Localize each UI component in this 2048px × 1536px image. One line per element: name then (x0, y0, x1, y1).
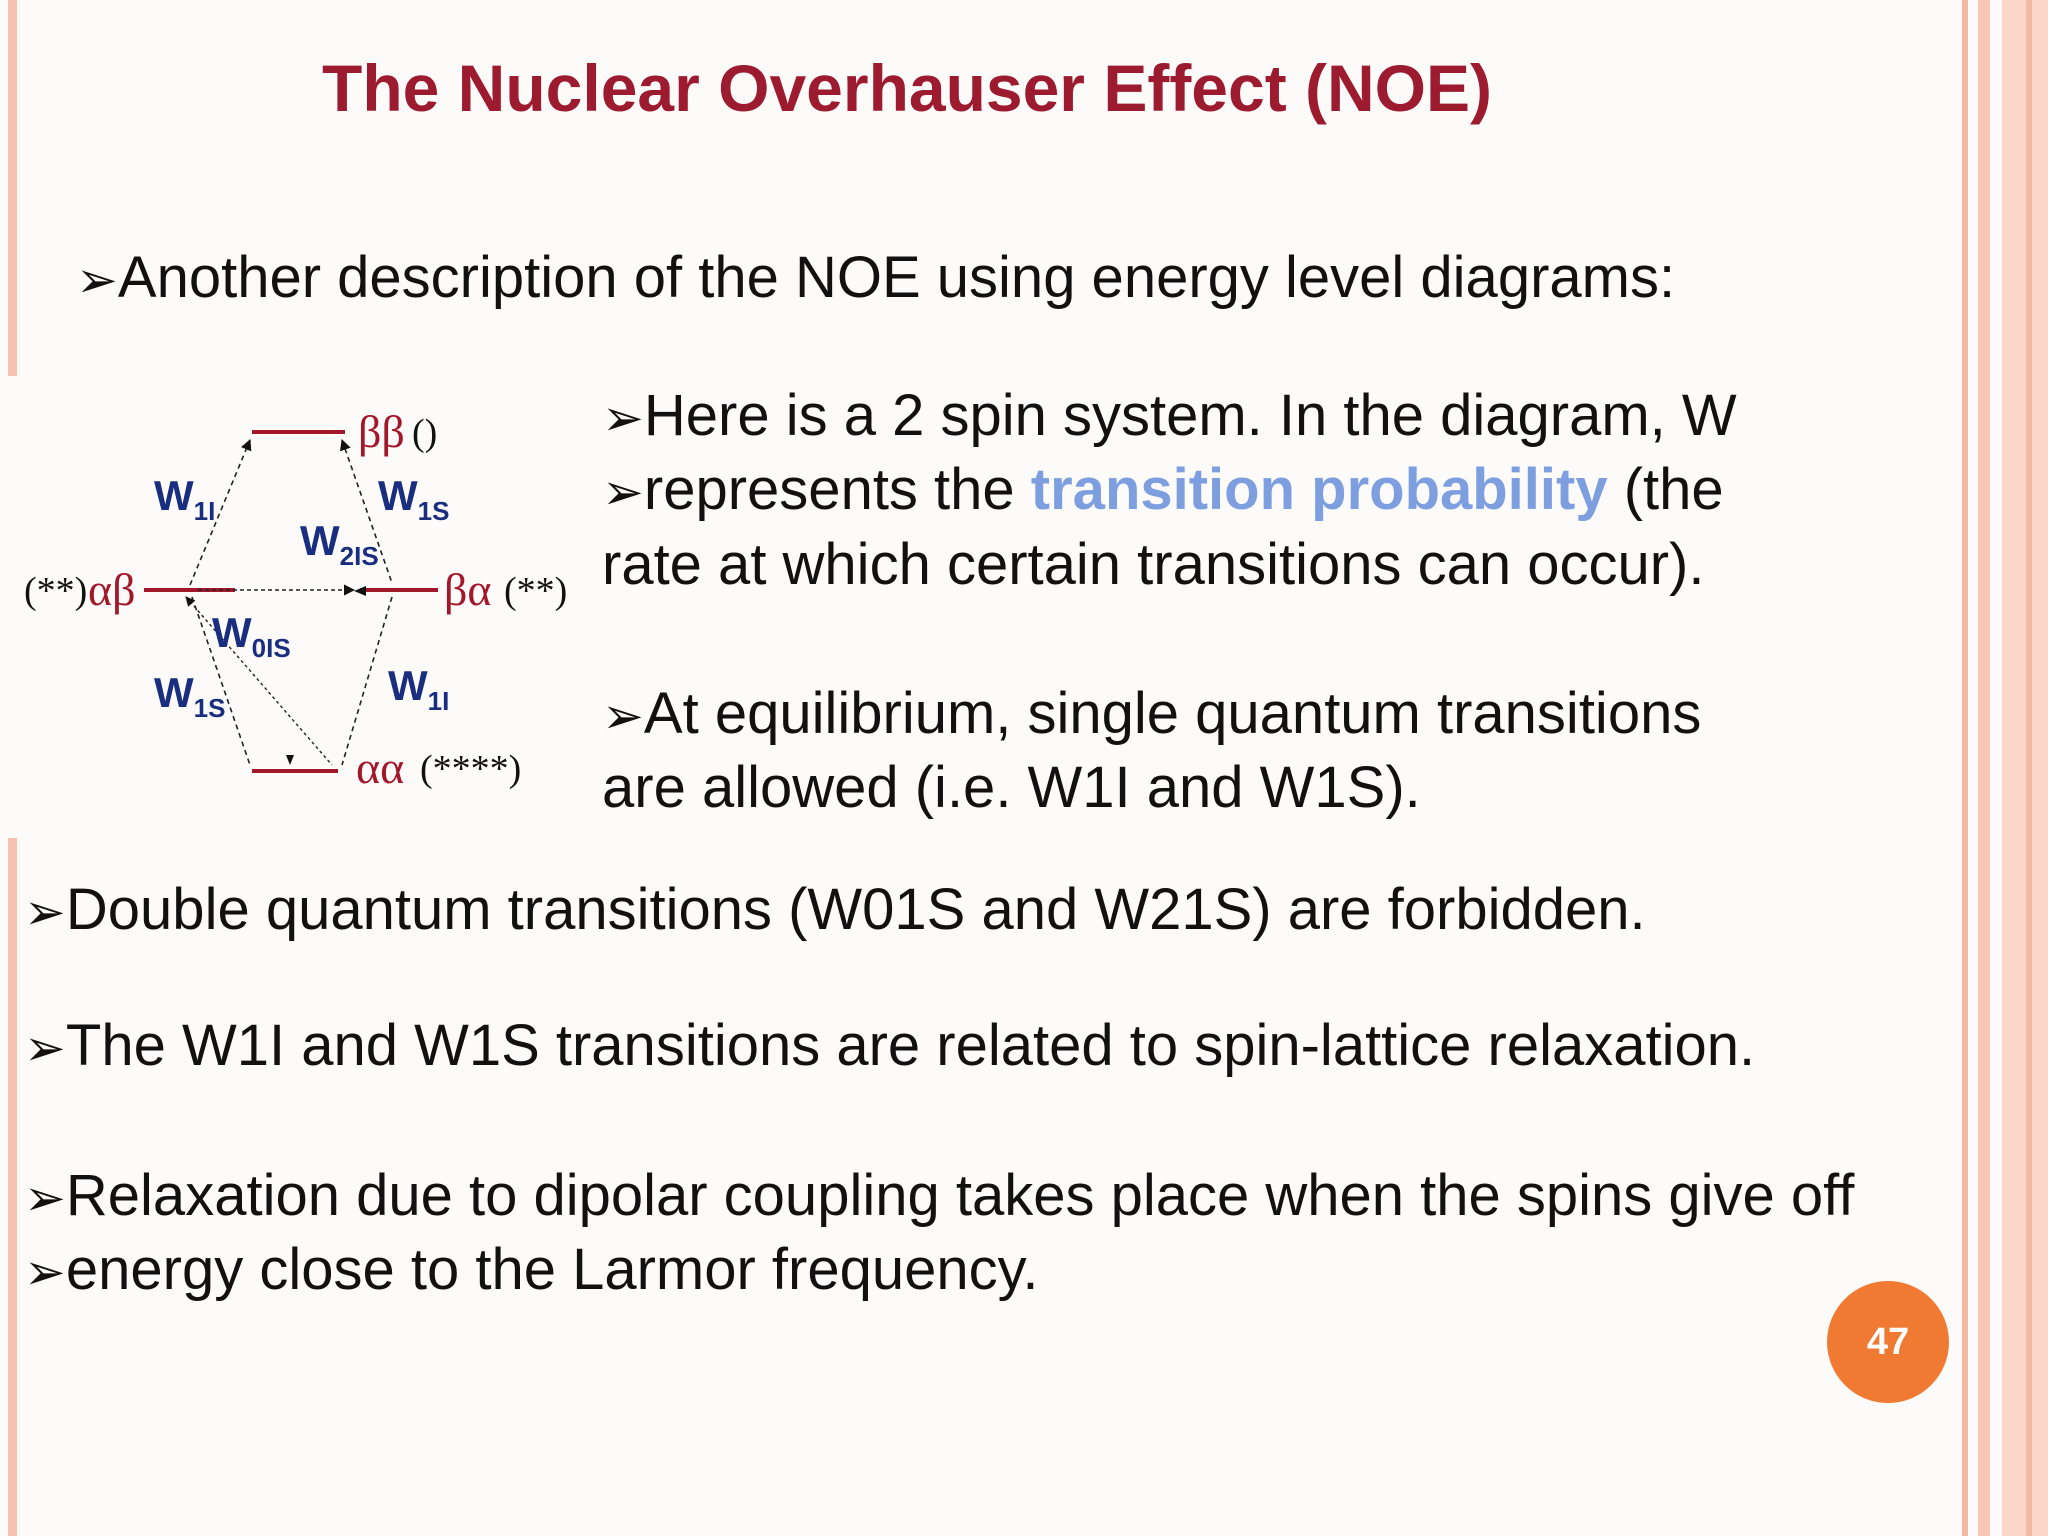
bullet-intro (76, 240, 1675, 318)
level-label-aa: αα (356, 742, 405, 793)
w-label-w1i-bottom: $W_{1I}$ (388, 662, 450, 716)
energy-level-diagram (20, 385, 580, 805)
bullet-p1-line1 (602, 378, 1737, 456)
bullet-p1-line2 (602, 452, 1724, 530)
bullet-p2-line2 (602, 750, 1421, 826)
slide-title: The Nuclear Overhauser Effect (NOE) (322, 51, 1493, 125)
bullet-text: Relaxation due to dipolar coupling takes place when the spins give off (65, 1163, 1855, 1228)
decor-stripe (1978, 0, 1990, 1536)
bullet-arrow-icon: ➢ (24, 883, 66, 941)
bullet-text: represents the (643, 457, 1031, 522)
bullet-text: are allowed (i.e. W1I and W1S). (602, 755, 1421, 820)
arrow-head-icon (354, 586, 366, 596)
bullet-text: (the (1607, 457, 1724, 522)
bullet-relaxation-line1 (24, 1158, 1854, 1236)
bullet-arrow-icon: ➢ (76, 251, 118, 309)
bullet-arrow-icon: ➢ (24, 1243, 66, 1301)
population-bb: () (412, 412, 438, 454)
bullet-spin-lattice (24, 1008, 1755, 1086)
decor-stripe (2026, 0, 2032, 1536)
bullet-relaxation-line2 (24, 1232, 1038, 1310)
level-label-bb: ββ (358, 406, 405, 457)
w-label-w1i-top: $W_{1I}$ (154, 472, 216, 526)
decor-left-bar (8, 0, 17, 376)
bullet-text: Double quantum transitions (W01S and W21S) are forbidden. (65, 877, 1646, 942)
population-aa: (****) (420, 748, 522, 790)
bullet-arrow-icon: ➢ (602, 463, 644, 521)
bullet-text: energy close to the Larmor frequency. (65, 1237, 1039, 1302)
highlighted-term: transition probability (1030, 457, 1608, 522)
w-label-w0is: $W_{0IS}$ (212, 609, 291, 663)
bullet-double-quantum (24, 872, 1646, 950)
bullet-arrow-icon: ➢ (24, 1019, 66, 1077)
bullet-arrow-icon: ➢ (602, 389, 644, 447)
w-label-w1s-bottom: $W_{1S}$ (154, 669, 226, 723)
decor-stripe (2002, 0, 2048, 1536)
bullet-arrow-icon: ➢ (602, 687, 644, 745)
bullet-text: At equilibrium, single quantum transitions (643, 681, 1702, 746)
decor-left-bar (8, 838, 17, 1536)
bullet-arrow-icon: ➢ (24, 1169, 66, 1227)
decor-stripe (1962, 0, 1968, 1536)
level-label-ba: βα (444, 564, 492, 615)
w-label-w2is: $W_{2IS}$ (300, 517, 379, 571)
bullet-text: Here is a 2 spin system. In the diagram, W (643, 383, 1737, 448)
page-number-badge: 47 (1827, 1281, 1949, 1403)
population-ab: (**) (24, 570, 88, 612)
bullet-text: rate at which certain transitions can occur). (602, 532, 1705, 597)
bullet-text: The W1I and W1S transitions are related to spin-lattice relaxation. (65, 1013, 1756, 1078)
arrow-head-icon (286, 755, 294, 765)
bullet-p2-line1 (602, 676, 1701, 754)
w-label-w1s-top: $W_{1S}$ (378, 472, 450, 526)
level-label-ab: αβ (88, 564, 136, 615)
transition-w1i-bottom (342, 597, 392, 765)
population-ba: (**) (504, 570, 568, 612)
transition-w0is (186, 597, 332, 765)
bullet-p1-line3 (602, 527, 1704, 603)
bullet-text: Another description of the NOE using energy level diagrams: (117, 245, 1676, 310)
